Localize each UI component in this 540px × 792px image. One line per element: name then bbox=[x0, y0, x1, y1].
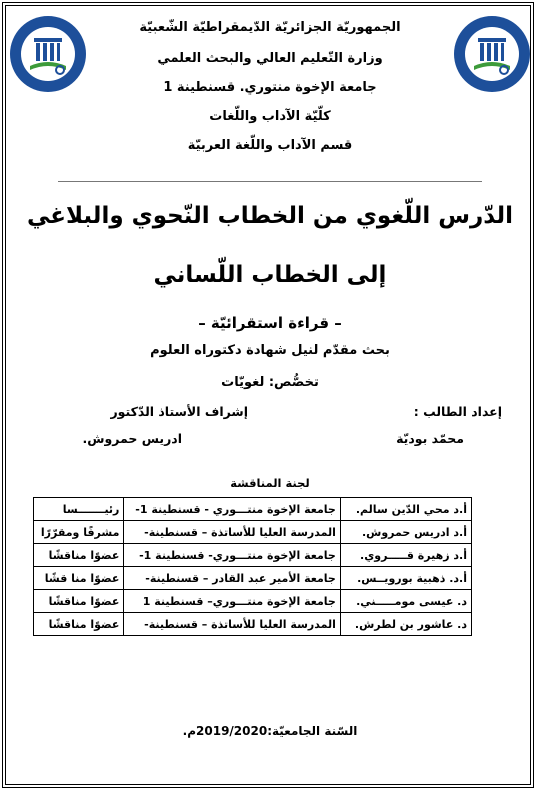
header-divider bbox=[58, 181, 482, 182]
thesis-subtitle: – قراءة استقرائيّة – bbox=[198, 314, 342, 332]
member-role: عضوًا مناقشًا bbox=[34, 544, 124, 567]
thesis-title-line1: الدّرس اللّغوي من الخطاب النّحوي والبلاغي bbox=[26, 203, 514, 229]
member-name: أ.د زهيرة قـــــروي. bbox=[340, 544, 471, 567]
member-name: أ.د محي الدّين سالم. bbox=[340, 498, 471, 521]
committee-heading: لجنة المناقشة bbox=[230, 476, 310, 490]
member-role: عضوًا مناقشًا bbox=[34, 590, 124, 613]
republic-name: الجمهوريّة الجزائريّة الدّيمقراطيّة الشّعبيّة bbox=[139, 20, 401, 35]
faculty-name: كلّيّة الآداب واللّغات bbox=[209, 109, 331, 124]
table-row bbox=[34, 567, 472, 590]
table-row bbox=[34, 521, 472, 544]
member-name: د. عاشور بن لطرش. bbox=[340, 613, 471, 636]
member-institution: جامعة الإخوة منتـــوري– قسنطينة 1 bbox=[124, 590, 340, 613]
student-name: محمّد بوديّة bbox=[396, 431, 464, 446]
member-institution: جامعة الأمير عبد القادر – قسنطينة- bbox=[124, 567, 340, 590]
member-role: رئيـــــــسا bbox=[34, 498, 124, 521]
table-row bbox=[34, 498, 472, 521]
member-institution: جامعة الإخوة منتـــوري- قسنطينة 1- bbox=[124, 544, 340, 567]
member-name: د. عيسى مومـــــني. bbox=[340, 590, 471, 613]
member-role: مشرفًا ومقرّرًا bbox=[34, 521, 124, 544]
ministry-name: وزارة التّعليم العالي والبحث العلمي bbox=[157, 51, 383, 66]
student-label: إعداد الطالب : bbox=[413, 404, 502, 419]
member-role: عضوًا منا قشًا bbox=[34, 567, 124, 590]
member-role: عضوًا مناقشًا bbox=[34, 613, 124, 636]
table-row bbox=[34, 590, 472, 613]
table-row bbox=[34, 613, 472, 636]
thesis-title-line2: إلى الخطاب اللّساني bbox=[153, 262, 387, 288]
member-institution: المدرسة العليا للأساتذة – قسنطينة- bbox=[124, 613, 340, 636]
department-name: قسم الآداب واللّغة العربيّة bbox=[187, 138, 353, 153]
supervisor-name: ادريس حمروش. bbox=[82, 431, 182, 446]
member-name: أ.د ادريس حمروش. bbox=[340, 521, 471, 544]
member-name: أ.د. ذهبية بورويــس. bbox=[340, 567, 471, 590]
member-institution: جامعة الإخوة منتـــوري - قسنطينة 1- bbox=[124, 498, 340, 521]
table-row bbox=[34, 544, 472, 567]
degree-statement: بحث مقدّم لنيل شهادة دكتوراه العلوم bbox=[150, 343, 390, 358]
academic-year: السّنة الجامعيّة:2019/2020م. bbox=[182, 724, 358, 738]
committee-table bbox=[33, 497, 472, 636]
supervisor-label: إشراف الأستاذ الدّكتور bbox=[110, 404, 248, 419]
member-institution: المدرسة العليا للأساتذة – قسنطينة- bbox=[124, 521, 340, 544]
university-name: جامعة الإخوة منتوري. قسنطينة 1 bbox=[163, 80, 377, 95]
specialty: تخصُّص: لغويّات bbox=[221, 375, 319, 390]
